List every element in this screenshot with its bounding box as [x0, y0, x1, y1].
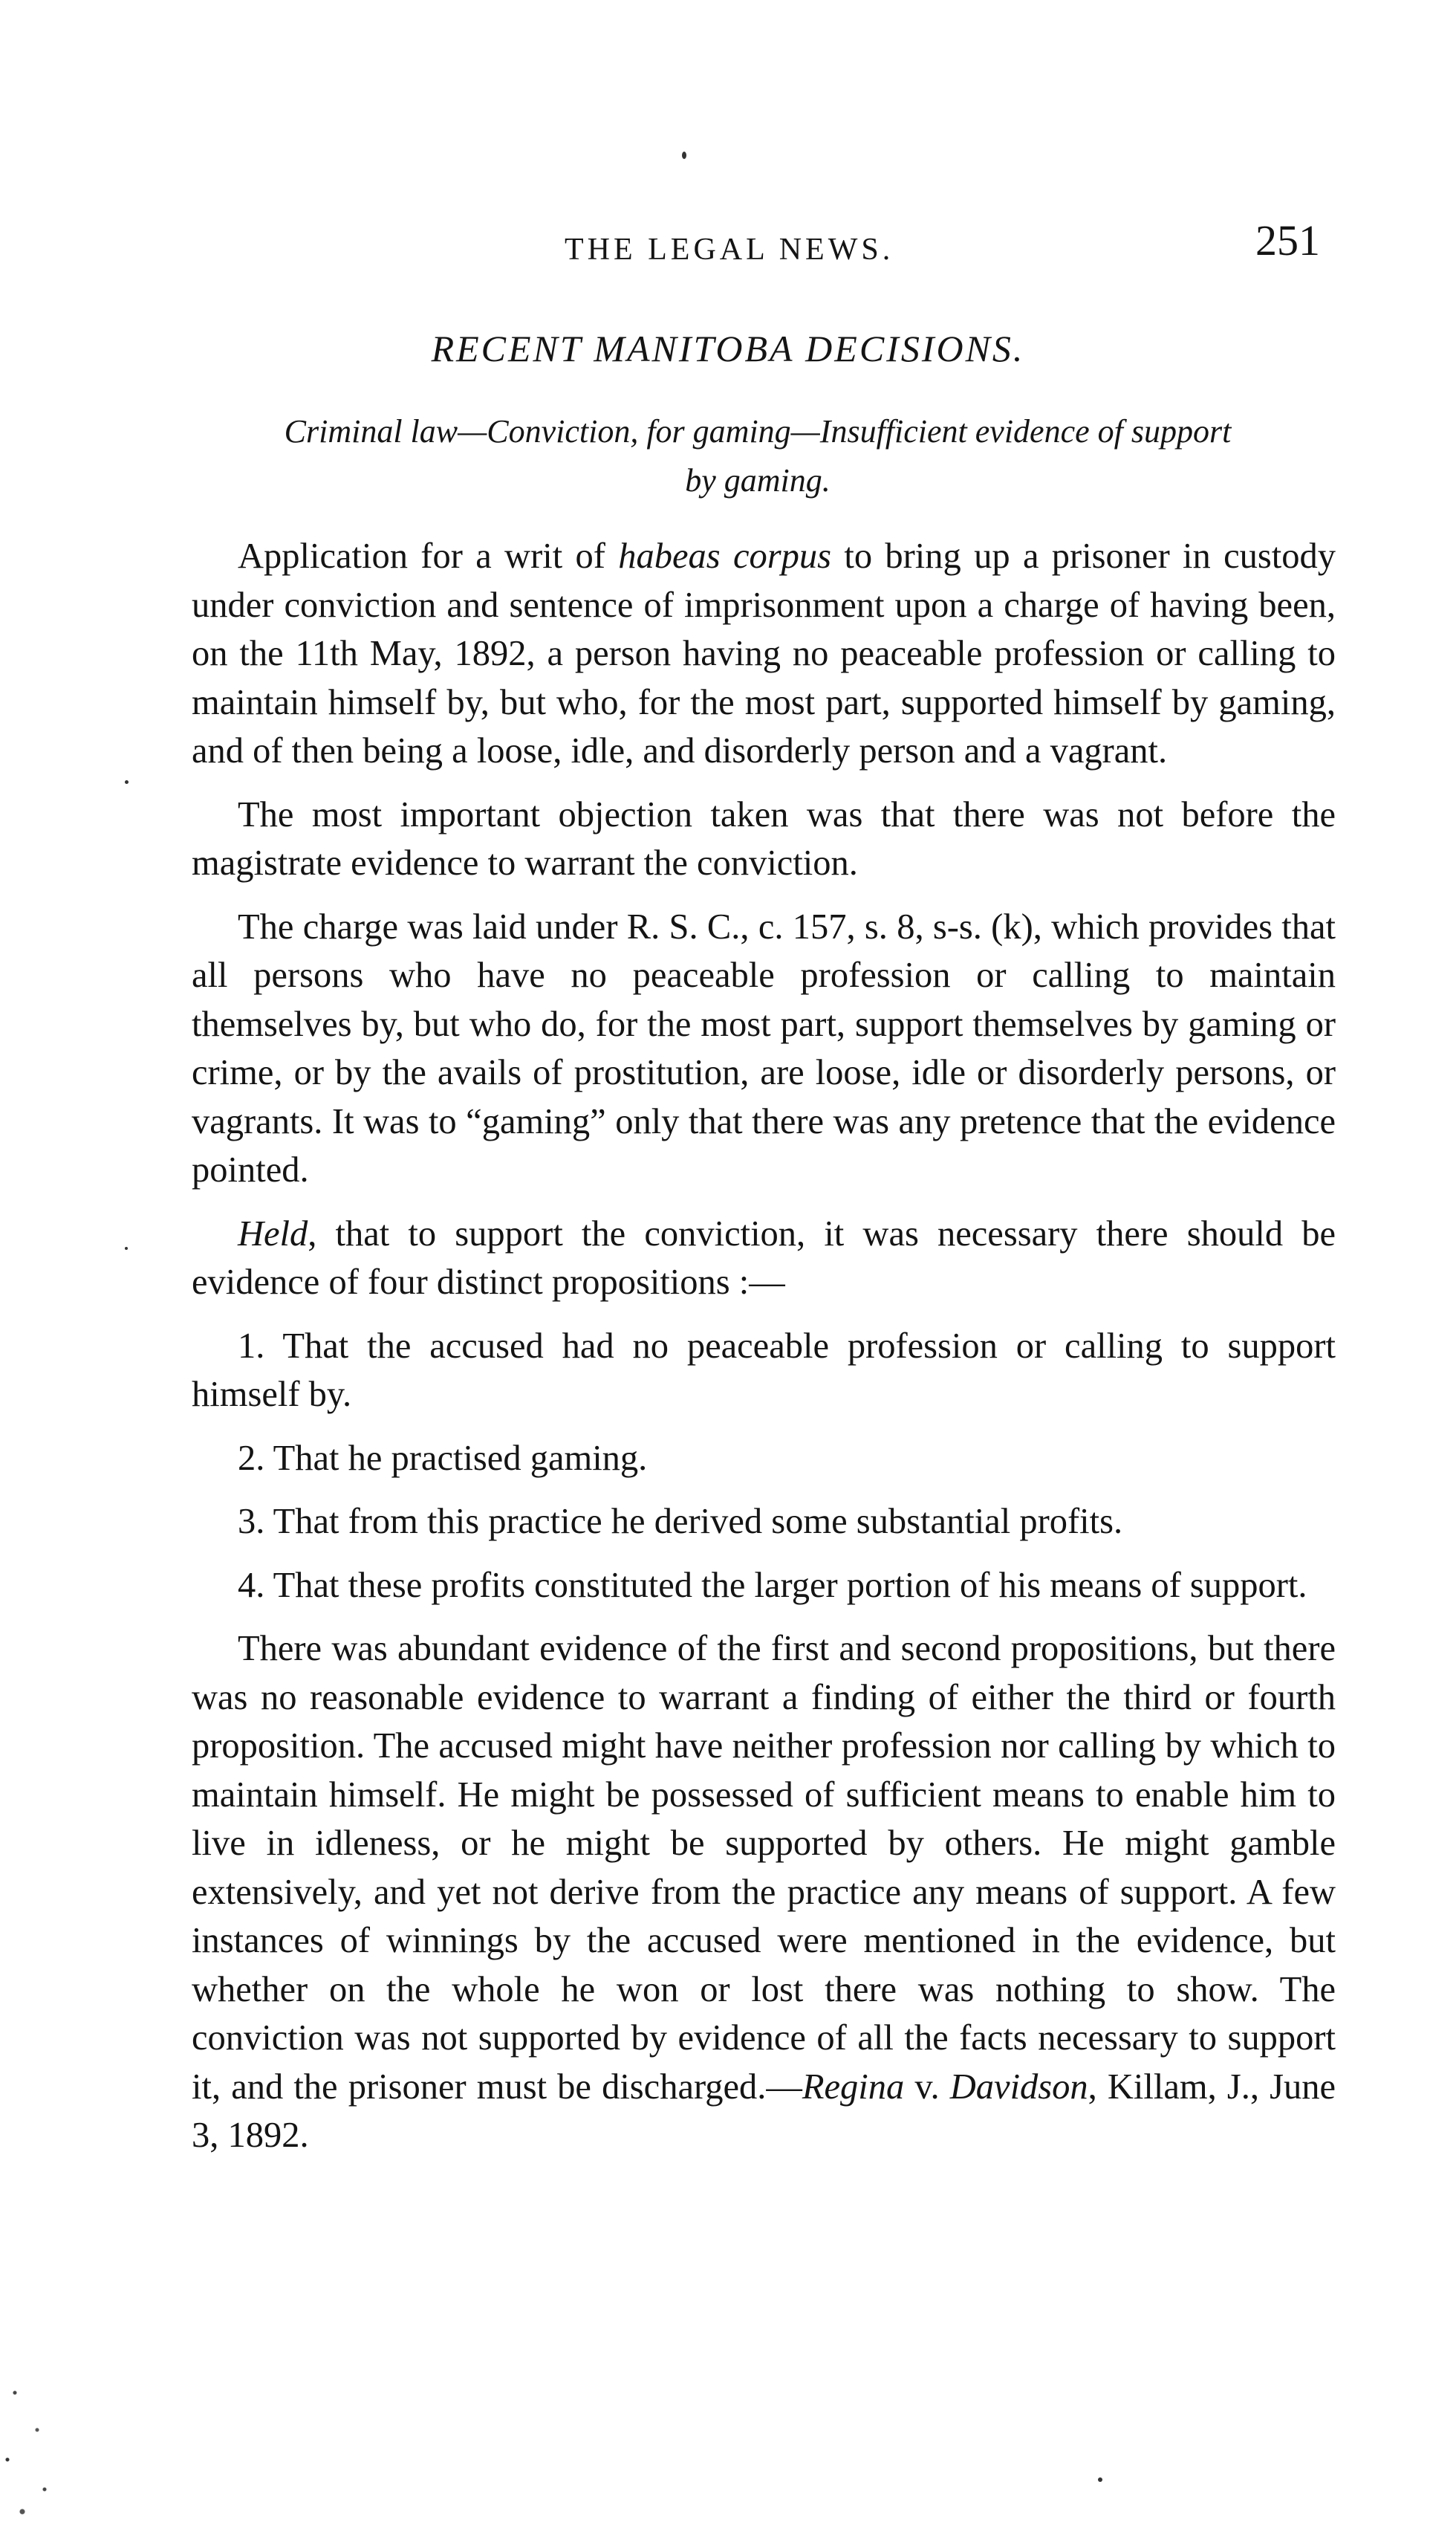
latin-term: habeas corpus: [618, 537, 832, 576]
article-subtitle: [178, 407, 1337, 505]
page-header: [0, 215, 1456, 275]
proposition-3: 3. That from this practice he derived some substantial profits.: [238, 1502, 1123, 1541]
subtitle-line: by gaming.: [685, 462, 831, 499]
held-label: Held: [238, 1213, 308, 1254]
paragraph-text: , Killam, J., June 3, 1892.: [192, 2067, 1336, 2155]
proposition-4: 4. That these profits constituted the larger portion of his means of support.: [238, 1565, 1307, 1605]
paragraph-text: to bring up a prisoner in custody under conviction and sentence of imprisonment upon a charge of having been, on the 11th May, 1892, a person having no peaceable profession or calling to maintain himself by, but who, for the most part, supported himself by gaming, and of then being a loose, idle, and disorderly person and a vagrant.: [192, 537, 1336, 771]
proposition-1: 1. That the accused had no peaceable profession or calling to support himself by.: [192, 1326, 1336, 1414]
running-head: THE LEGAL NEWS.: [565, 233, 894, 267]
case-name-regina: Regina: [802, 2067, 905, 2107]
subtitle-line: Criminal law—Conviction, for gaming—Insufficient evidence of support: [284, 413, 1232, 450]
scan-speck: [1098, 2477, 1102, 2482]
case-name-davidson: Davidson: [949, 2067, 1088, 2107]
paragraph-objection: The most important objection taken was that there was not before the magistrate evidence to warrant the conviction.: [192, 794, 1336, 883]
page-number: 251: [1255, 216, 1320, 265]
versus-text: v.: [904, 2067, 950, 2107]
paragraph-decision: [192, 1624, 1336, 2160]
article-title: RECENT MANITOBA DECISIONS.: [431, 328, 1025, 369]
paragraph-text: There was abundant evidence of the first and second propositions, but there was no reasonable evidence to warrant a finding of either the third or fourth proposition. The accused might have neither profession nor calling by which to maintain himself. He might be possessed of sufficient means to enable him to live in idleness, or he might be supported by others. He might gamble extensively, and yet not derive from the practice any means of support. A few instances of winnings by the accused were mentioned in the evidence, but whether on the whole he won or lost there was nothing to show. The conviction was not supported by evidence of all the facts necessary to support it, and the prisoner must be discharged.—: [192, 1629, 1336, 2107]
scan-edge-noise: [0, 2363, 67, 2525]
scan-speck: [125, 780, 129, 784]
paragraph-application: [192, 532, 1336, 776]
paragraph-charge: The charge was laid under R. S. C., c. 157, s. 8, s-s. (k), which provides that all persons who have no peaceable profession or calling to maintain themselves by, but who do, for the most part, support themselves by gaming or crime, or by the avails of prostitution, are loose, idle or disorderly persons, or vagrants. It was to “gaming” only that there was any pretence that the evidence pointed.: [192, 907, 1336, 1190]
proposition-2: 2. That he practised gaming.: [238, 1438, 648, 1478]
paragraph-text: , that to support the conviction, it was necessary there should be evidence of four distinct propositions :—: [192, 1213, 1336, 1302]
scan-speck: [682, 152, 686, 159]
paragraph-text: Application for a writ of: [238, 537, 619, 576]
paragraph-held: [192, 1210, 1336, 1307]
article-body: [192, 532, 1336, 2160]
scan-speck: [125, 1247, 128, 1250]
